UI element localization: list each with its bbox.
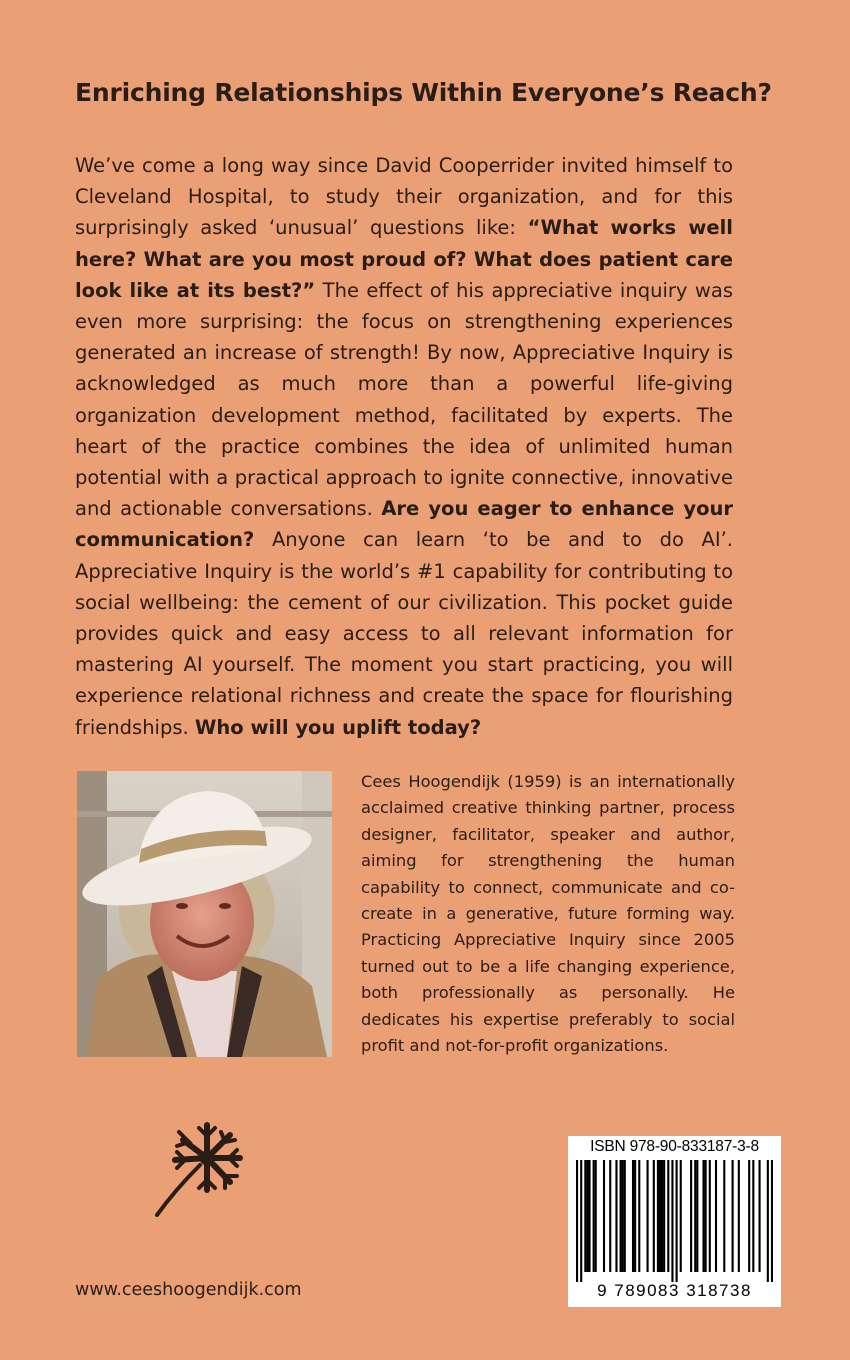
barcode-bar: [690, 1160, 692, 1272]
barcode-bar: [667, 1160, 669, 1272]
barcode-bar: [609, 1160, 611, 1272]
barcode-bar: [593, 1160, 595, 1272]
barcode-bar: [715, 1160, 717, 1272]
barcode-bar: [702, 1160, 704, 1272]
barcode-bar: [694, 1160, 696, 1272]
barcode-bar: [723, 1160, 725, 1272]
barcode-bar: [771, 1160, 773, 1282]
barcode-bar: [676, 1160, 678, 1282]
barcode-bar: [657, 1160, 659, 1272]
isbn-barcode: [568, 1136, 781, 1307]
barcode-bar: [758, 1160, 760, 1272]
blurb-text: Anyone can learn ‘to be and to do AI’. Appreciative Inquiry is the world’s #1 capability for contributing to social wellbeing: the cement of our civilization. This pocket guide provides quick and easy access to all relevant information for mastering AI yourself. The moment you start practicing, you will experience relational richness and create the space for flourishing friendships.: [75, 528, 733, 739]
author-website: www.ceeshoogendijk.com: [75, 1280, 302, 1300]
blurb-emphasis: Are you eager to enhance your communication?: [75, 497, 733, 552]
barcode-bar: [696, 1160, 698, 1272]
barcode-bar: [709, 1160, 711, 1272]
barcode-bar: [663, 1160, 665, 1272]
isbn-label: ISBN 978-90-833187-3-8: [590, 1138, 759, 1155]
barcode-bar: [732, 1160, 734, 1272]
barcode-bar: [624, 1160, 626, 1272]
barcode-bar: [659, 1160, 661, 1272]
barcode-bar: [647, 1160, 649, 1272]
barcode-bar: [767, 1160, 769, 1282]
barcode-bar: [752, 1160, 754, 1272]
author-photo: [77, 771, 332, 1057]
barcode-bar: [661, 1160, 663, 1272]
cover-title: Enriching Relationships Within Everyone’s Reach?: [75, 78, 772, 107]
barcode-bar: [671, 1160, 673, 1282]
barcode-bar: [705, 1160, 707, 1272]
blurb-text: We’ve come a long way since David Cooperrider invited himself to Cleveland Hospital, to study their organization, and for this surprisingly asked ‘unusual’ questions like:: [75, 154, 733, 240]
snowflake-logo-icon: [155, 1120, 255, 1220]
ean-digits: 9 789083 318738: [597, 1281, 752, 1300]
cover-blurb: [75, 150, 733, 743]
barcode-bar: [586, 1160, 588, 1272]
barcode-bar: [748, 1160, 750, 1272]
blurb-text: The effect of his appreciative inquiry was even more surprising: the focus on strengthening experiences generated an increase of strength! By now, Appreciative Inquiry is acknowledged as much more than a powerful life-giving organization development method, facilitated by experts. The heart of the practice combines the idea of unlimited human potential with a practical approach to ignite connective, innovative and actionable conversations.: [75, 278, 733, 521]
barcode-bar: [634, 1160, 636, 1272]
barcode-bar: [595, 1160, 597, 1272]
barcode-bar: [603, 1160, 605, 1272]
barcode-bar: [580, 1160, 582, 1282]
barcode-bar: [622, 1160, 624, 1272]
barcode-bar: [680, 1160, 682, 1272]
blurb-emphasis: Who will you uplift today?: [194, 715, 482, 739]
barcode-bar: [576, 1160, 578, 1282]
barcode-bar: [588, 1160, 590, 1272]
barcode-bar: [738, 1160, 740, 1272]
barcode-bar: [638, 1160, 640, 1272]
barcode-bar: [584, 1160, 586, 1272]
barcode: [576, 1160, 773, 1282]
blurb-emphasis: “What works well here? What are you most proud of? What does patient care look like at its best?”: [75, 216, 733, 302]
author-bio: Cees Hoogendijk (1959) is an internationally acclaimed creative thinking partner, process designer, facilitator, speaker and author, aiming for strengthening the human capability to connect, communicate and co-create in a generative, future forming way. Practicing Appreciative Inquiry since 2005 turned out to be a life changing experience, both professionally as personally. He dedicates his expertise preferably to social profit and not-for-profit organizations.: [361, 772, 735, 1056]
barcode-bar: [620, 1160, 622, 1272]
barcode-bar: [615, 1160, 617, 1272]
barcode-bar: [653, 1160, 655, 1272]
barcode-bar: [632, 1160, 634, 1272]
